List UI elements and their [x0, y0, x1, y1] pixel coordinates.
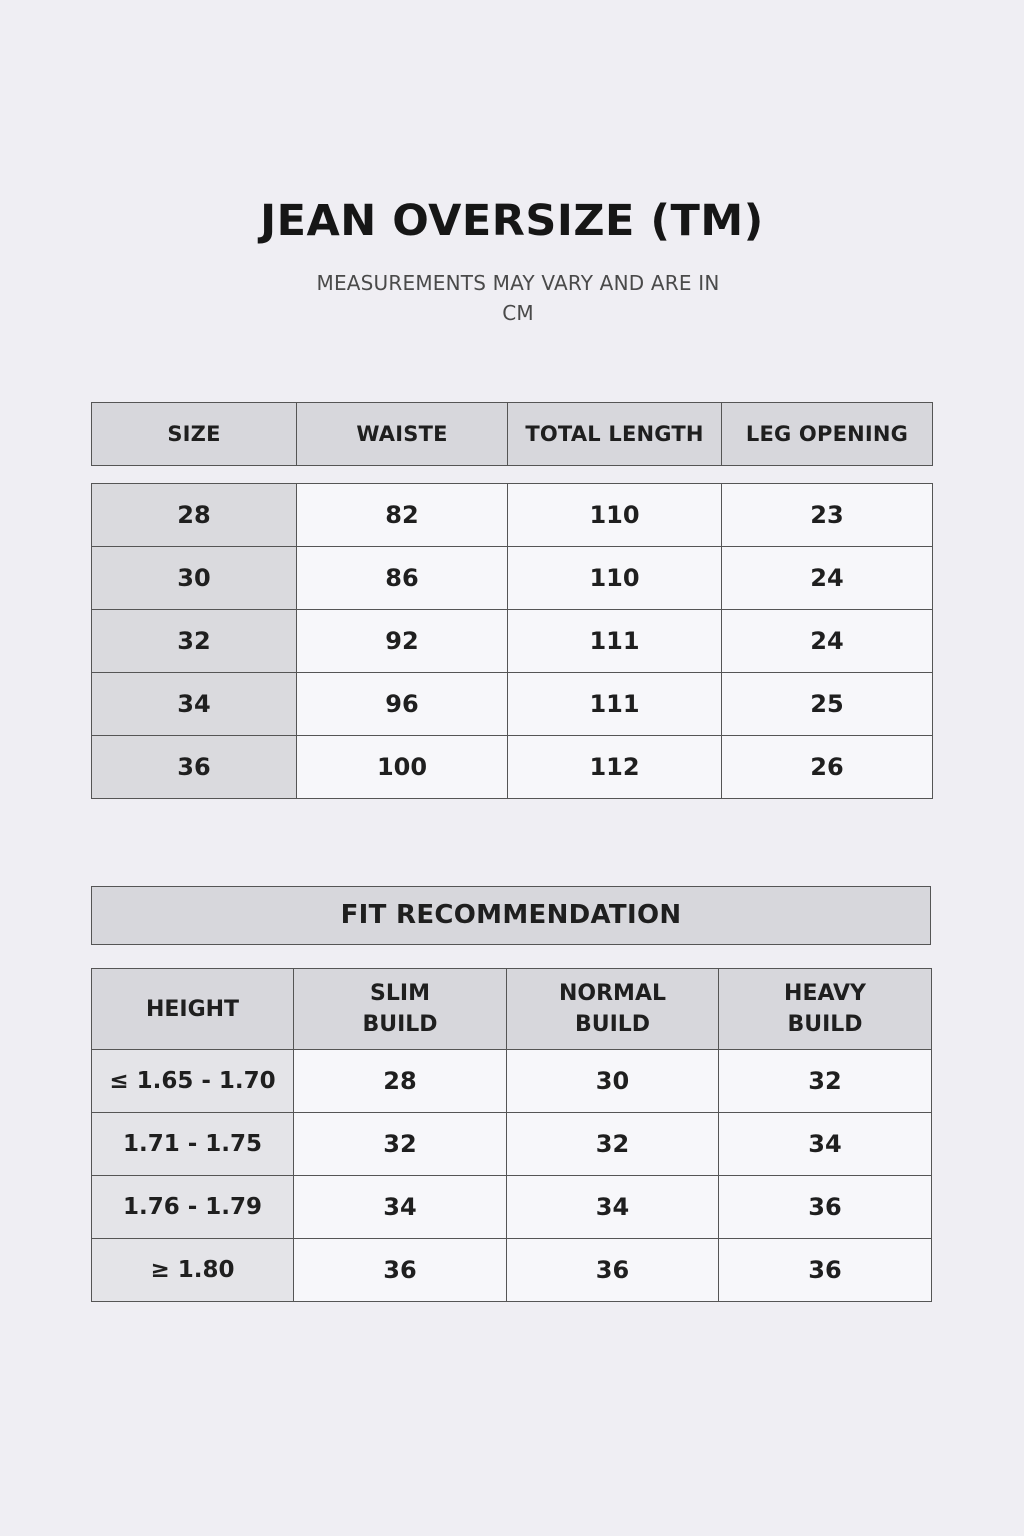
heavy-cell: 36: [719, 1176, 932, 1239]
size-chart-header: [91, 402, 933, 466]
header-slim-line1: SLIM: [370, 981, 430, 1006]
heavy-cell: 34: [719, 1113, 932, 1176]
fit-recommendation-title: FIT RECOMMENDATION: [91, 886, 931, 945]
header-height-label: HEIGHT: [145, 996, 240, 1022]
size-cell: 34: [92, 673, 297, 736]
slim-cell: 34: [294, 1176, 507, 1239]
table-row: [92, 1239, 932, 1302]
waist-cell: 86: [297, 547, 508, 610]
leg-opening-cell: 26: [722, 736, 933, 799]
table-row: [92, 673, 933, 736]
header-leg-opening: LEG OPENING: [722, 403, 933, 466]
header-size: SIZE: [92, 403, 297, 466]
height-cell: 1.71 - 1.75: [92, 1113, 294, 1176]
size-cell: 36: [92, 736, 297, 799]
fit-header-row: [92, 969, 932, 1050]
total-length-cell: 111: [508, 610, 722, 673]
header-slim-line2: BUILD: [362, 1012, 438, 1037]
total-length-cell: 110: [508, 547, 722, 610]
header-normal-line2: BUILD: [574, 1012, 651, 1037]
slim-cell: 28: [294, 1050, 507, 1113]
height-cell: ≥ 1.80: [92, 1239, 294, 1302]
size-chart-header-row: [92, 403, 933, 466]
table-row: [92, 736, 933, 799]
table-row: [92, 547, 933, 610]
leg-opening-cell: 25: [722, 673, 933, 736]
waist-cell: 96: [297, 673, 508, 736]
page-title: JEAN OVERSIZE (TM): [260, 196, 764, 246]
page-subtitle: MEASUREMENTS MAY VARY AND ARE IN CM: [316, 271, 720, 325]
table-row: [92, 610, 933, 673]
height-cell: ≤ 1.65 - 1.70: [92, 1050, 294, 1113]
waist-cell: 92: [297, 610, 508, 673]
header-waist: WAISTE: [297, 403, 508, 466]
total-length-cell: 110: [508, 484, 722, 547]
waist-cell: 82: [297, 484, 508, 547]
header-normal-build: [507, 969, 719, 1050]
header-slim-build: [294, 969, 507, 1050]
total-length-cell: 112: [508, 736, 722, 799]
normal-cell: 34: [507, 1176, 719, 1239]
header-normal-line1: NORMAL: [559, 981, 666, 1006]
leg-opening-cell: 23: [722, 484, 933, 547]
leg-opening-cell: 24: [722, 610, 933, 673]
fit-recommendation-table: [91, 968, 932, 1302]
normal-cell: 32: [507, 1113, 719, 1176]
header-height: [92, 969, 294, 1050]
leg-opening-cell: 24: [722, 547, 933, 610]
header-heavy-build: [719, 969, 932, 1050]
table-row: [92, 1176, 932, 1239]
heavy-cell: 32: [719, 1050, 932, 1113]
normal-cell: 36: [507, 1239, 719, 1302]
table-row: [92, 484, 933, 547]
size-chart-table: [91, 483, 933, 799]
size-cell: 30: [92, 547, 297, 610]
table-row: [92, 1113, 932, 1176]
waist-cell: 100: [297, 736, 508, 799]
table-row: [92, 1050, 932, 1113]
height-cell: 1.76 - 1.79: [92, 1176, 294, 1239]
normal-cell: 30: [507, 1050, 719, 1113]
slim-cell: 32: [294, 1113, 507, 1176]
header-heavy-line1: HEAVY: [784, 981, 866, 1006]
header-total-length: TOTAL LENGTH: [508, 403, 722, 466]
size-cell: 28: [92, 484, 297, 547]
slim-cell: 36: [294, 1239, 507, 1302]
total-length-cell: 111: [508, 673, 722, 736]
heavy-cell: 36: [719, 1239, 932, 1302]
header-heavy-line2: BUILD: [787, 1012, 863, 1037]
size-cell: 32: [92, 610, 297, 673]
